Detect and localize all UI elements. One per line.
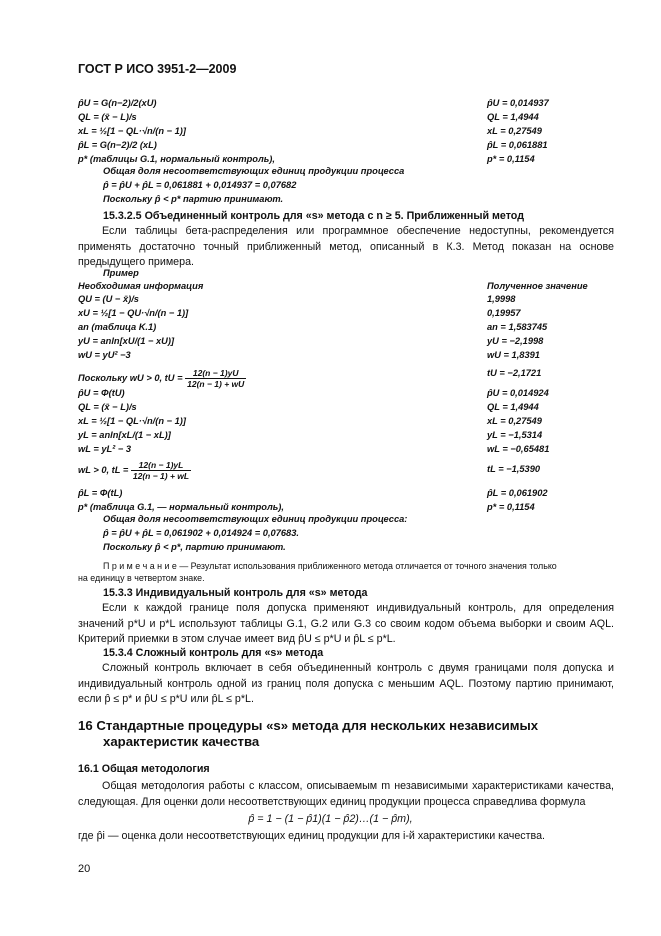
value-line: yU = −2,1998 — [487, 336, 544, 346]
section-heading-15-3-2-5: 15.3.2.5 Объединенный контроль для «s» метода с n ≥ 5. Приближенный метод — [103, 210, 524, 222]
formula-prefix: Поскольку wU > 0, tU = — [78, 372, 183, 383]
formula-line: wU = yU² −3 — [78, 350, 131, 360]
formula-line: QL = (x̄ − L)/s — [78, 402, 137, 412]
formula-line: xL = ½[1 − QL·√n/(n − 1)] — [78, 126, 186, 136]
fraction-denominator: 12(n − 1) + wL — [132, 471, 190, 481]
document-header: ГОСТ Р ИСО 3951-2—2009 — [78, 62, 237, 76]
column-header-left: Необходимая информация — [78, 281, 204, 291]
formula-line: QL = (x̄ − L)/s — [78, 112, 137, 122]
value-line: 1,9998 — [487, 294, 516, 304]
formula-line: p̂U = G(n−2)/2(xU) — [78, 98, 157, 108]
value-line: p̂U = 0,014924 — [487, 388, 549, 398]
formula-explanation: где p̂i — оценка доли несоответствующих единиц продукции для i-й характеристики качества. — [78, 830, 545, 842]
example-label: Пример — [103, 268, 139, 278]
centered-formula: p̂ = 1 − (1 − p̂1)(1 − p̂2)…(1 − p̂m), — [248, 813, 413, 825]
value-line: tU = −2,1721 — [487, 368, 542, 378]
formula-line: yL = anln[xL/(1 − xL)] — [78, 430, 171, 440]
note-line: П р и м е ч а н и е — Результат использования приближенного метода отличается от точного значения только — [103, 561, 557, 571]
formula-line: p̂U = Φ(tU) — [78, 388, 125, 398]
fraction-numerator: 12(n − 1)yU — [185, 368, 246, 379]
formula-prefix: wL > 0, tL = — [78, 464, 129, 475]
value-line: QL = 1,4944 — [487, 402, 539, 412]
section-heading-16-line2: характеристик качества — [103, 734, 260, 749]
page-number: 20 — [78, 863, 91, 875]
formula-line-with-fraction — [78, 460, 191, 481]
section-heading-15-3-4: 15.3.4 Сложный контроль для «s» метода — [103, 647, 324, 659]
column-header-right: Полученное значение — [487, 281, 588, 291]
section-heading-16-line1: 16 Стандартные процедуры «s» метода для нескольких независимых — [78, 718, 539, 733]
indented-line: p̂ = p̂U + p̂L = 0,061902 + 0,014924 = 0,07683. — [103, 528, 299, 538]
value-line: p̂U = 0,014937 — [487, 98, 549, 108]
value-line: QL = 1,4944 — [487, 112, 539, 122]
value-line: xL = 0,27549 — [487, 416, 542, 426]
fraction-denominator: 12(n − 1) + wU — [187, 379, 245, 389]
formula-line: xU = ½[1 − QU·√n/(n − 1)] — [78, 308, 189, 318]
formula-line: p* (таблицы G.1, нормальный контроль), — [78, 154, 275, 164]
value-line: wU = 1,8391 — [487, 350, 540, 360]
value-line: an = 1,583745 — [487, 322, 548, 332]
indented-line: Поскольку p̂ < p* партию принимают. — [103, 194, 284, 204]
section-text-16-1: Общая методология работы с классом, описываемым m независимыми характеристиками качества, следующая. Для оценки доли несоответствующих единиц продукции процесса справедлива формула — [78, 780, 614, 808]
formula-line: QU = (U − x̄)/s — [78, 294, 139, 304]
fraction-numerator: 12(n − 1)yL — [131, 460, 191, 471]
formula-line: an (таблица K.1) — [78, 322, 157, 332]
section-text-15-3-4: Сложный контроль включает в себя объединенный контроль с двумя границами поля допуска и индивидуальный контроль одной из границ поля допуска с меньшим AQL. Поэтому партию принимают, если p̂ ≤ p* и p̂U ≤ p*U или p̂L ≤ p*L. — [78, 662, 614, 705]
section-heading-15-3-3: 15.3.3 Индивидуальный контроль для «s» метода — [103, 587, 368, 599]
fraction-tl — [131, 460, 191, 481]
formula-line-with-fraction — [78, 368, 246, 389]
value-line: 0,19957 — [487, 308, 521, 318]
section-text-15-3-2-5: Если таблицы бета-распределения или программное обеспечение недоступны, рекомендуется применять достаточно точный приближенный метод, описанный в К.3. Метод показан на основе предыдущего примера. — [78, 225, 614, 268]
value-line: yL = −1,5314 — [487, 430, 543, 440]
value-line: tL = −1,5390 — [487, 464, 541, 474]
indented-line: p̂ = p̂U + p̂L = 0,061881 + 0,014937 = 0,07682 — [103, 180, 297, 190]
value-line: xL = 0,27549 — [487, 126, 542, 136]
value-line: wL = −0,65481 — [487, 444, 550, 454]
formula-line: wL = yL² − 3 — [78, 444, 132, 454]
formula-line: xL = ½[1 − QL·√n/(n − 1)] — [78, 416, 186, 426]
section-heading-16-1: 16.1 Общая методология — [78, 763, 210, 775]
fraction-tu — [185, 368, 246, 389]
formula-line: p* (таблица G.1, — нормальный контроль), — [78, 502, 284, 512]
indented-line: Поскольку p̂ < p*, партию принимают. — [103, 542, 286, 552]
value-line: p* = 0,1154 — [487, 502, 535, 512]
value-line: p̂L = 0,061881 — [487, 140, 548, 150]
indented-line: Общая доля несоответствующих единиц продукции процесса: — [103, 514, 408, 524]
value-line: p̂L = 0,061902 — [487, 488, 548, 498]
indented-line: Общая доля несоответствующих единиц продукции процесса — [103, 166, 405, 176]
formula-line: p̂L = G(n−2)/2 (xL) — [78, 140, 157, 150]
value-line: p* = 0,1154 — [487, 154, 535, 164]
note-line: на единицу в четвертом знаке. — [78, 573, 205, 583]
section-text-15-3-3: Если к каждой границе поля допуска применяют индивидуальный контроль, для определения значений p*U и p*L используют таблицы G.1, G.2 или G.3 со своим кодом объема выборки и своим AQL. Критерий приемки в этом случае имеет вид p̂U ≤ p*U и p̂L ≤ p*L. — [78, 602, 614, 645]
formula-line: p̂L = Φ(tL) — [78, 488, 123, 498]
formula-line: yU = anln[xU/(1 − xU)] — [78, 336, 175, 346]
